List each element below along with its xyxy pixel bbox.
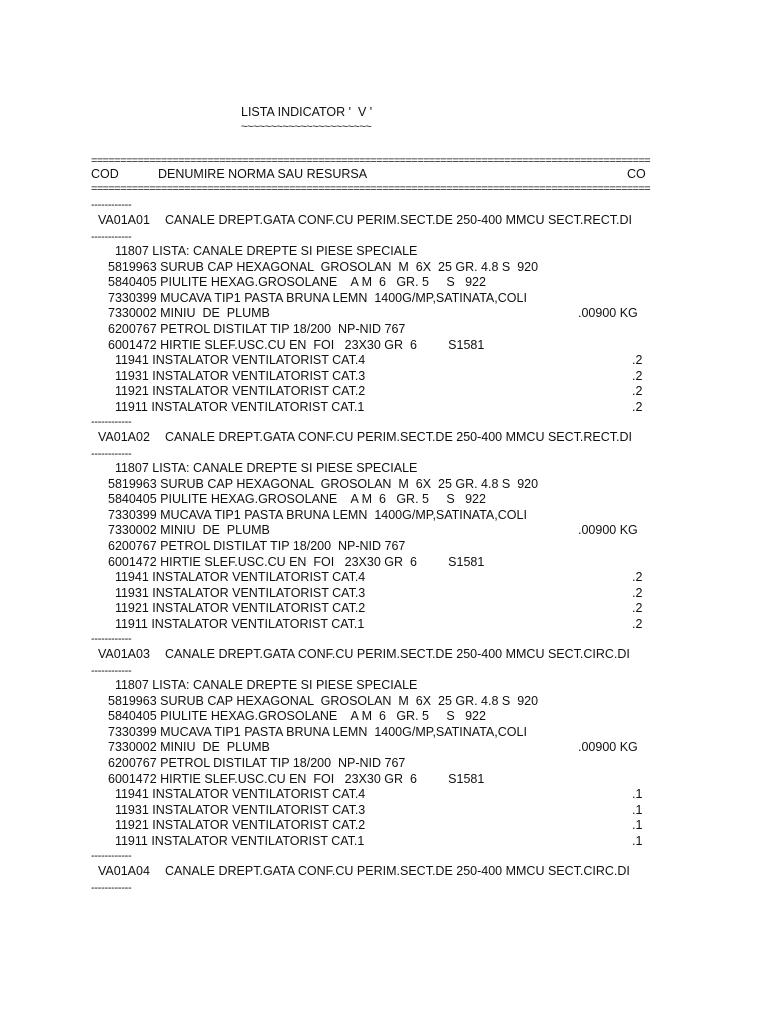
dash-line: ------------ bbox=[91, 416, 132, 428]
resource-quantity: .2 bbox=[632, 384, 643, 399]
resource-line: 5819963 SURUB CAP HEXAGONAL GROSOLAN M 6X 25 GR. 4.8 S 920 bbox=[108, 693, 539, 708]
resource-line: 7330002 MINIU DE PLUMB bbox=[108, 523, 270, 538]
resource-quantity: .1 bbox=[632, 834, 643, 848]
resource-line: 11941 INSTALATOR VENTILATORIST CAT.4 bbox=[108, 787, 366, 802]
dash-line: ------------ bbox=[91, 633, 132, 645]
resource-line: 7330002 MINIU DE PLUMB bbox=[108, 306, 270, 321]
resource-line: 11911 INSTALATOR VENTILATORIST CAT.1 bbox=[108, 617, 365, 631]
resource-quantity: .00900 KG bbox=[578, 740, 638, 755]
dash-line: ------------ bbox=[91, 448, 132, 460]
norm-description: CANALE DREPT.GATA CONF.CU PERIM.SECT.DE 250-400 MMCU SECT.RECT.DI bbox=[165, 213, 632, 227]
header-separator-bottom: ================================================================================================ bbox=[91, 183, 651, 195]
resource-line: 5819963 SURUB CAP HEXAGONAL GROSOLAN M 6X 25 GR. 4.8 S 920 bbox=[108, 259, 539, 274]
norm-code: VA01A03 bbox=[98, 647, 150, 661]
norm-code: VA01A04 bbox=[98, 864, 150, 878]
resource-quantity: .2 bbox=[632, 617, 643, 631]
header-cod: COD bbox=[91, 167, 119, 181]
resource-line: 11941 INSTALATOR VENTILATORIST CAT.4 bbox=[108, 570, 366, 585]
document-title: LISTA INDICATOR ' V ' bbox=[241, 105, 373, 119]
resource-line: 11921 INSTALATOR VENTILATORIST CAT.2 bbox=[108, 384, 366, 399]
header-denumire: DENUMIRE NORMA SAU RESURSA bbox=[158, 167, 368, 181]
resource-line: 6001472 HIRTIE SLEF.USC.CU EN FOI 23X30 GR 6 S1581 bbox=[108, 337, 485, 352]
resource-line: 11807 LISTA: CANALE DREPTE SI PIESE SPECIALE bbox=[108, 244, 418, 258]
dash-line: ------------ bbox=[91, 665, 132, 677]
resource-quantity: .1 bbox=[632, 787, 643, 802]
resource-line: 11921 INSTALATOR VENTILATORIST CAT.2 bbox=[108, 601, 366, 616]
dash-line: ------------ bbox=[91, 882, 132, 894]
resource-line: 6200767 PETROL DISTILAT TIP 18/200 NP-NID 767 bbox=[108, 322, 406, 336]
resource-quantity: .2 bbox=[632, 570, 643, 585]
resource-line: 11931 INSTALATOR VENTILATORIST CAT.3 bbox=[108, 585, 366, 600]
resource-line: 11931 INSTALATOR VENTILATORIST CAT.3 bbox=[108, 802, 366, 817]
resource-quantity: .2 bbox=[632, 400, 643, 414]
norm-description: CANALE DREPT.GATA CONF.CU PERIM.SECT.DE 250-400 MMCU SECT.CIRC.DI bbox=[165, 864, 630, 878]
resource-line: 11807 LISTA: CANALE DREPTE SI PIESE SPECIALE bbox=[108, 461, 418, 475]
norm-code: VA01A01 bbox=[98, 213, 150, 227]
dash-line: ------------ bbox=[91, 199, 132, 211]
resource-line: 7330399 MUCAVA TIP1 PASTA BRUNA LEMN 1400G/MP,SATINATA,COLI bbox=[108, 724, 527, 739]
resource-quantity: .00900 KG bbox=[578, 523, 638, 538]
header-co: CO bbox=[627, 167, 646, 181]
resource-line: 11807 LISTA: CANALE DREPTE SI PIESE SPECIALE bbox=[108, 678, 418, 692]
resource-quantity: .2 bbox=[632, 585, 643, 600]
resource-line: 6200767 PETROL DISTILAT TIP 18/200 NP-NID 767 bbox=[108, 539, 406, 553]
resource-line: 7330399 MUCAVA TIP1 PASTA BRUNA LEMN 1400G/MP,SATINATA,COLI bbox=[108, 507, 527, 522]
resource-line: 11911 INSTALATOR VENTILATORIST CAT.1 bbox=[108, 400, 365, 414]
resource-line: 6001472 HIRTIE SLEF.USC.CU EN FOI 23X30 GR 6 S1581 bbox=[108, 554, 485, 569]
header-separator-top: ================================================================================================ bbox=[91, 155, 651, 167]
resource-quantity: .2 bbox=[632, 601, 643, 616]
resource-line: 5819963 SURUB CAP HEXAGONAL GROSOLAN M 6X 25 GR. 4.8 S 920 bbox=[108, 476, 539, 491]
resource-line: 6001472 HIRTIE SLEF.USC.CU EN FOI 23X30 GR 6 S1581 bbox=[108, 771, 485, 786]
norm-code: VA01A02 bbox=[98, 430, 150, 444]
resource-line: 5840405 PIULITE HEXAG.GROSOLANE A M 6 GR. 5 S 922 bbox=[108, 275, 486, 290]
resource-line: 6200767 PETROL DISTILAT TIP 18/200 NP-NID 767 bbox=[108, 756, 406, 770]
resource-line: 11941 INSTALATOR VENTILATORIST CAT.4 bbox=[108, 353, 366, 368]
resource-line: 7330002 MINIU DE PLUMB bbox=[108, 740, 270, 755]
resource-line: 7330399 MUCAVA TIP1 PASTA BRUNA LEMN 1400G/MP,SATINATA,COLI bbox=[108, 290, 527, 305]
resource-line: 5840405 PIULITE HEXAG.GROSOLANE A M 6 GR. 5 S 922 bbox=[108, 492, 486, 507]
resource-line: 11921 INSTALATOR VENTILATORIST CAT.2 bbox=[108, 818, 366, 833]
dash-line: ------------ bbox=[91, 850, 132, 862]
title-underline: ~~~~~~~~~~~~~~~~~~~~~~ bbox=[241, 121, 372, 133]
norm-description: CANALE DREPT.GATA CONF.CU PERIM.SECT.DE 250-400 MMCU SECT.RECT.DI bbox=[165, 430, 632, 444]
resource-quantity: .1 bbox=[632, 818, 643, 833]
resource-quantity: .1 bbox=[632, 802, 643, 817]
resource-quantity: .00900 KG bbox=[578, 306, 638, 321]
resource-quantity: .2 bbox=[632, 368, 643, 383]
resource-line: 11931 INSTALATOR VENTILATORIST CAT.3 bbox=[108, 368, 366, 383]
dash-line: ------------ bbox=[91, 231, 132, 243]
resource-line: 5840405 PIULITE HEXAG.GROSOLANE A M 6 GR. 5 S 922 bbox=[108, 709, 486, 724]
resource-quantity: .2 bbox=[632, 353, 643, 368]
norm-description: CANALE DREPT.GATA CONF.CU PERIM.SECT.DE 250-400 MMCU SECT.CIRC.DI bbox=[165, 647, 630, 661]
resource-line: 11911 INSTALATOR VENTILATORIST CAT.1 bbox=[108, 834, 365, 848]
